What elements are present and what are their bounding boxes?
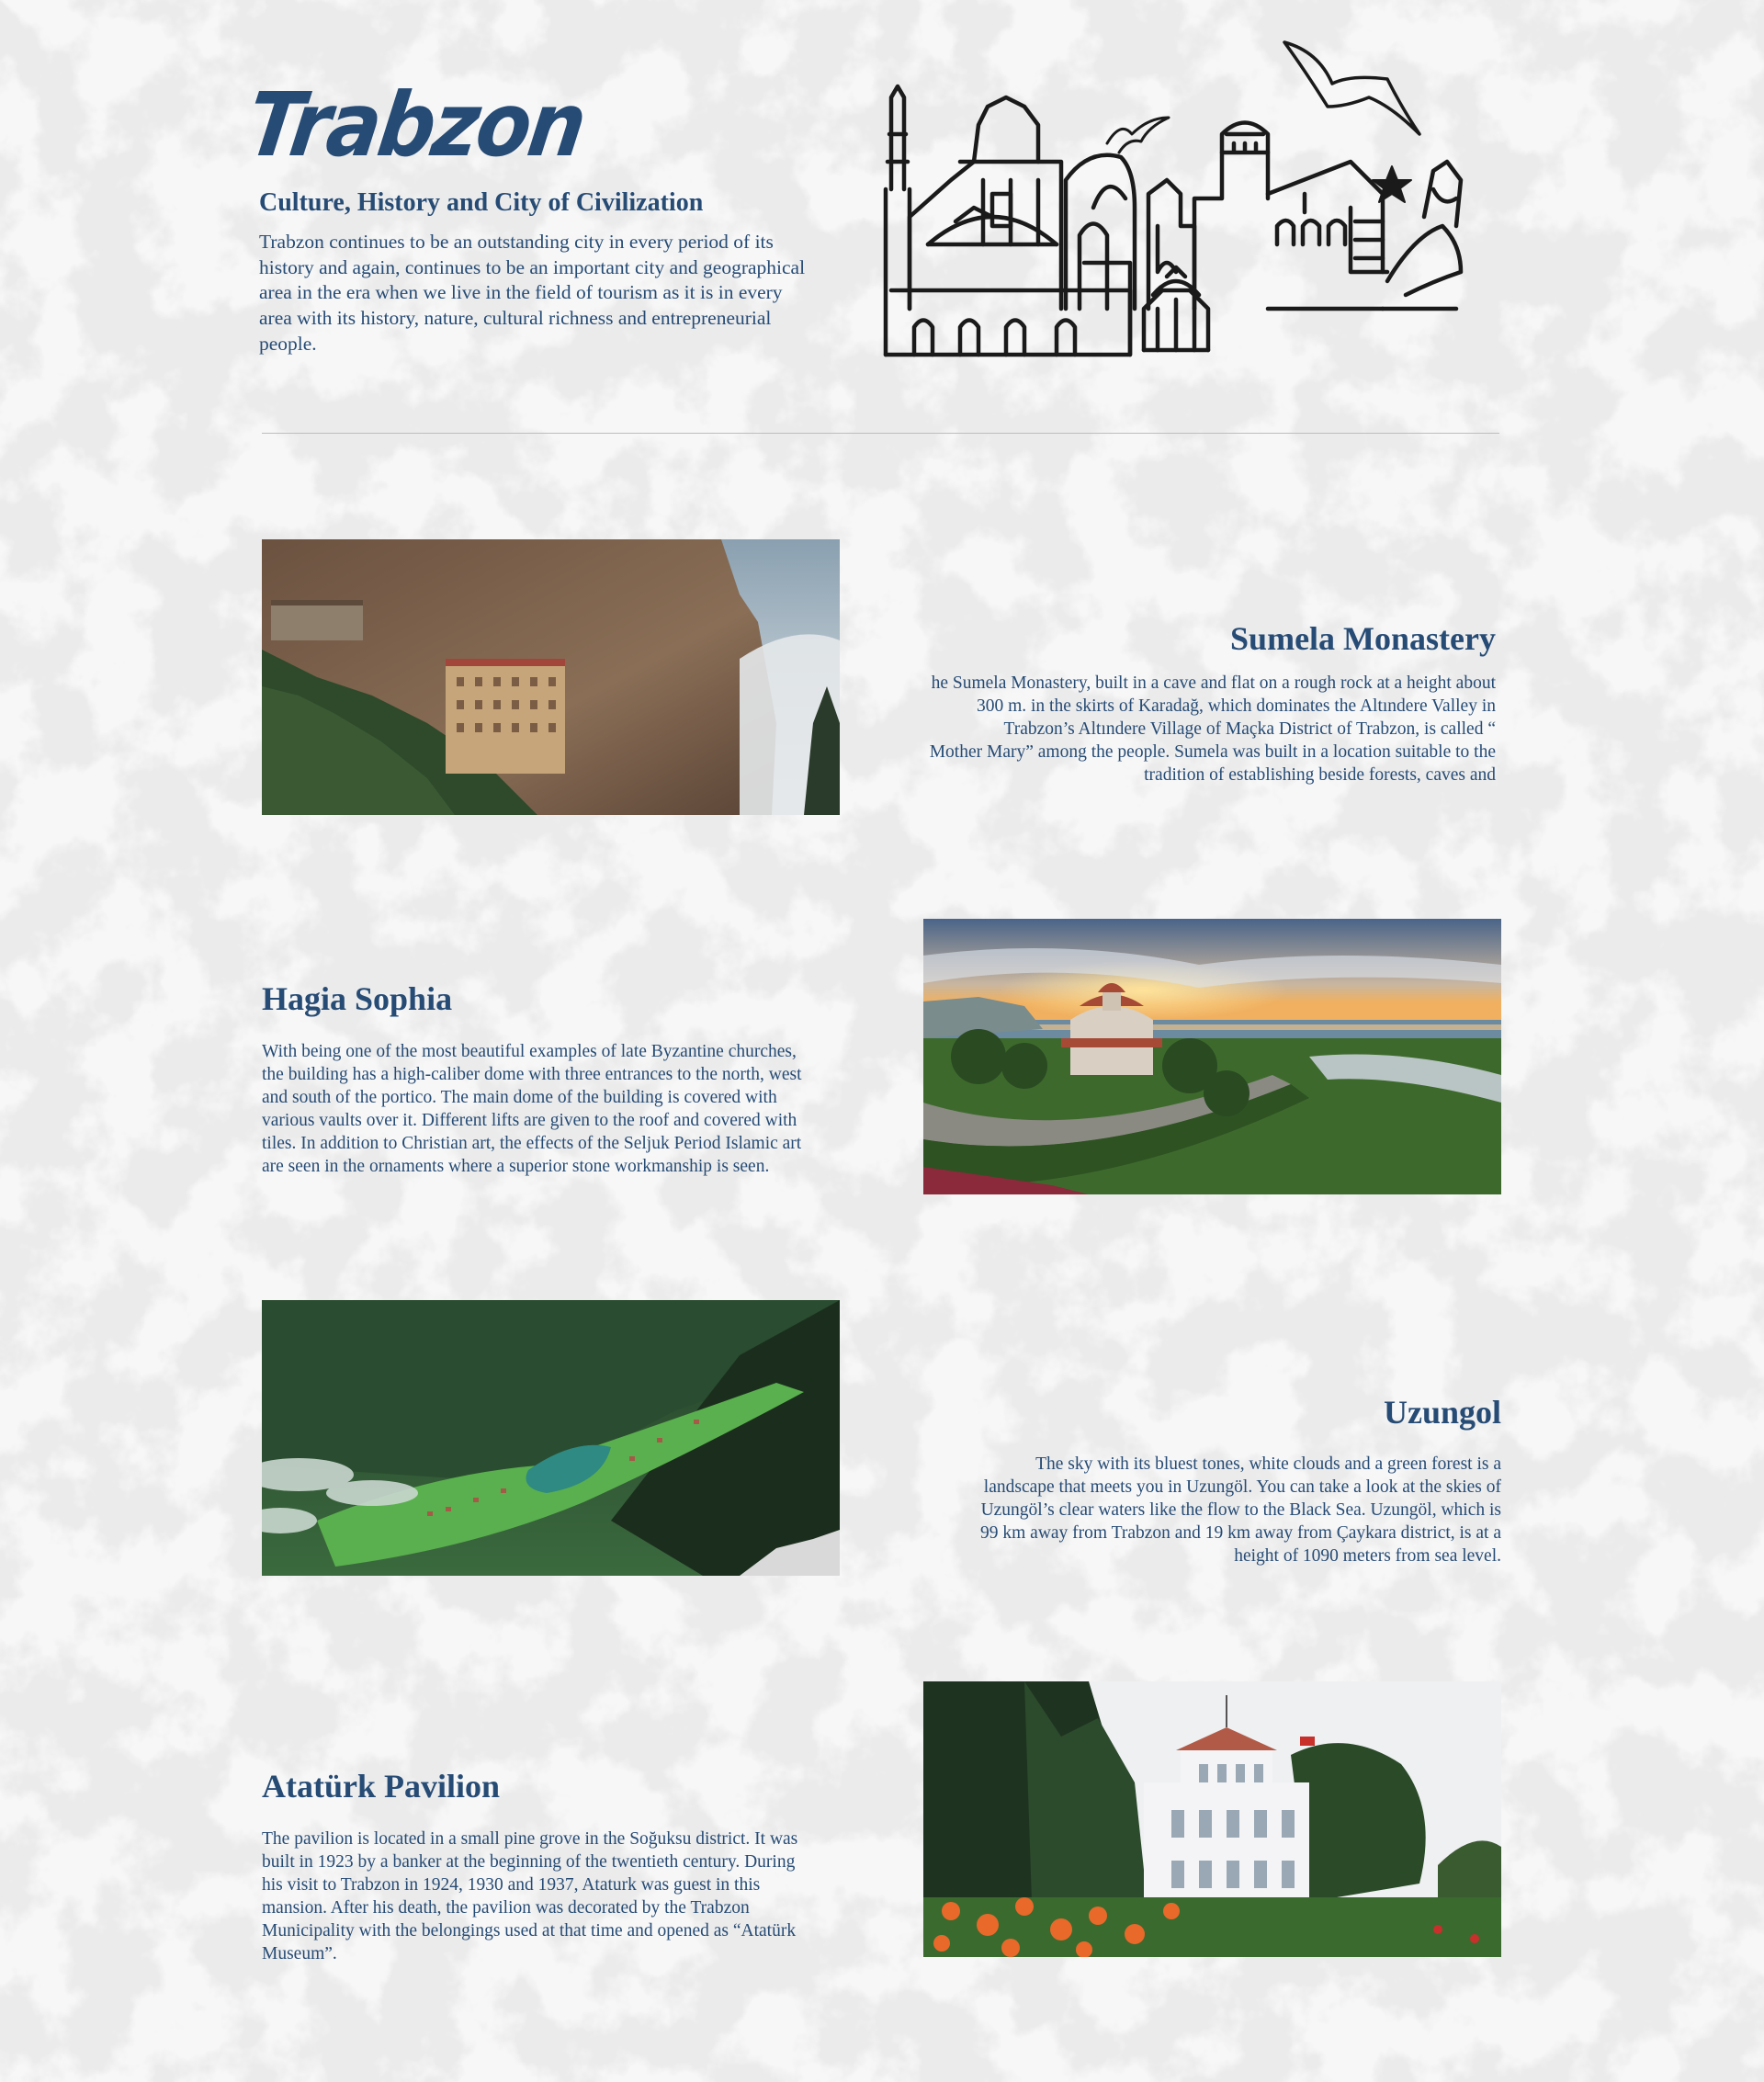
ataturk-pavilion-photo xyxy=(923,1681,1501,1957)
intro-paragraph: Trabzon continues to be an outstanding city in every period of its history and again, continues to be an important city and geographical area in the era when we live in the field of tourism as it is in every area with its history, nature, cultural richness and entrepreneurial people. xyxy=(259,231,806,355)
sumela-monastery-title: Sumela Monastery xyxy=(1230,620,1496,657)
uzungol-photo xyxy=(262,1300,840,1576)
ataturk-pavilion-text: The pavilion is located in a small pine grove in the Soğuksu district. It was built in 1923 by a banker at the beginning of the twentieth century. During his visit to Trabzon in 1924, 1930 and 1937, Ataturk was guest in this mansion. After his death, the pavilion was decorated by the Trabzon Municipality with the belongings used at that time and opened as “Atatürk Museum”. xyxy=(262,1829,798,1964)
hagia-sophia-title: Hagia Sophia xyxy=(262,980,453,1017)
city-skyline-illustration xyxy=(873,33,1479,373)
uzungol-title: Uzungol xyxy=(1383,1394,1501,1431)
uzungol-text: The sky with its bluest tones, white clouds and a green forest is a landscape that meets you in Uzungöl. You can take a look at the skies of Uzungöl’s clear waters like the flow to the Black Sea. Uzungöl, which is 99 km away from Trabzon and 19 km away from Çaykara district, is at a height of 1090 meters from sea level. xyxy=(980,1454,1501,1567)
header-divider xyxy=(262,433,1499,434)
hagia-sophia-photo xyxy=(923,919,1501,1194)
trabzon-logo: Trabzon xyxy=(241,74,591,176)
ataturk-pavilion-title: Atatürk Pavilion xyxy=(262,1768,501,1805)
sumela-monastery-photo xyxy=(262,539,840,815)
page-subtitle: Culture, History and City of Civilization xyxy=(259,188,704,217)
sumela-monastery-text: he Sumela Monastery, built in a cave and flat on a rough rock at a height about 300 m. in the skirts of Karadağ, which dominates the Altındere Valley in Trabzon’s Altındere Village of Maçka District of Trabzon, is called “ Mother Mary” among the people. Sumela was built in a location suitable to the tradition of establishing beside forests, caves and xyxy=(929,673,1496,786)
hagia-sophia-text: With being one of the most beautiful examples of late Byzantine churches, the building has a high-caliber dome with three entrances to the north, west and south of the portico. The main dome of the building is covered with various vaults over it. Different lifts are given to the roof and covered with tiles. In addition to Christian art, the effects of the Seljuk Period Islamic art are seen in the ornaments where a superior stone workmanship is seen. xyxy=(262,1042,802,1177)
